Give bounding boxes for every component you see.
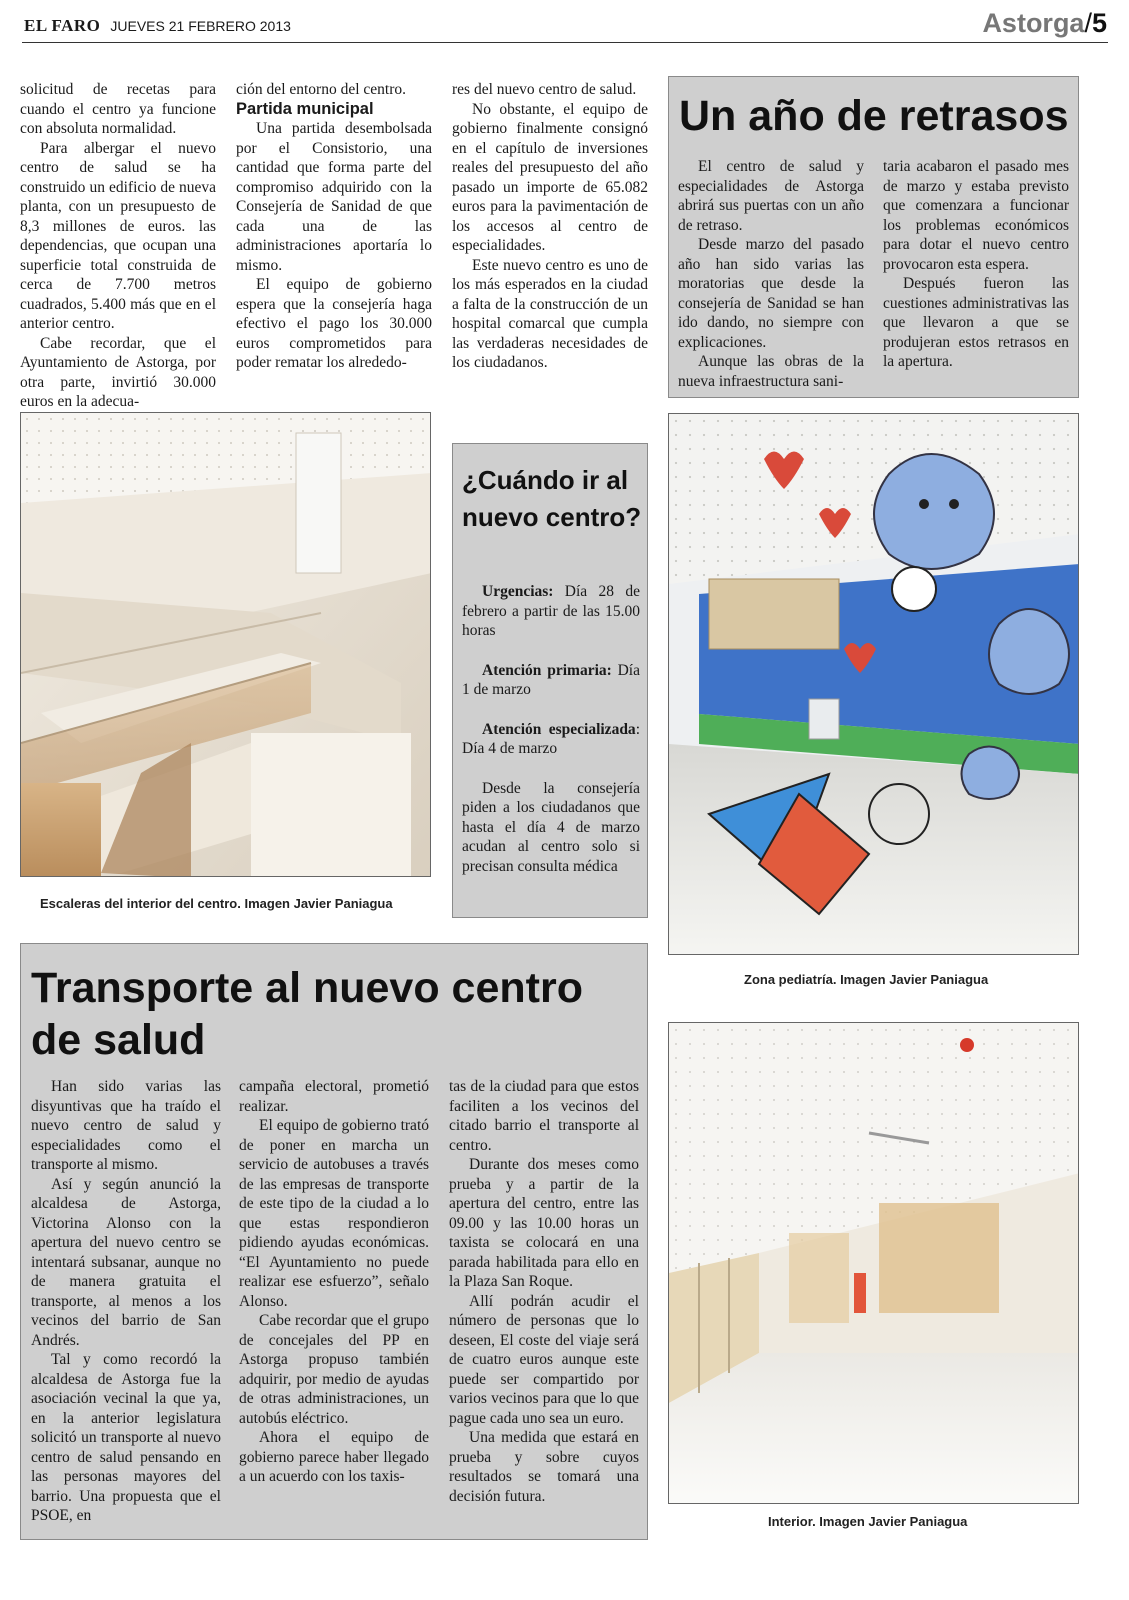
interior-photo xyxy=(668,1022,1079,1504)
urgencias-label: Urgencias: xyxy=(482,583,554,600)
paragraph: No obstante, el equipo de gobierno finalmente consignó en el capítulo de inversiones reales del presupuesto del año pasado un importe de 65.082 euros para la pavimentación de los accesos al centro de especialidades. xyxy=(452,100,648,254)
retrasos-col-2 xyxy=(883,157,1069,392)
paragraph: Así y según anunció la alcaldesa de Astorga, Victorina Alonso con la apertura del nuevo centro se intentará subsanar, aunque no de manera gratuita el transporte, al menos a los vecinos del barrio de San Andrés. xyxy=(31,1175,221,1349)
masthead xyxy=(24,16,291,36)
section-slash: / xyxy=(1084,8,1092,38)
interior-illustration xyxy=(669,1023,1079,1504)
stairs-illustration xyxy=(21,413,431,877)
stairs-photo xyxy=(20,412,431,877)
schedule-primaria xyxy=(462,661,640,700)
cuando-title: ¿Cuándo ir al nuevo centro? xyxy=(462,465,642,532)
urgencias-text: Día 28 de febrero a partir de las 15.00 horas xyxy=(462,583,640,639)
paragraph: El equipo de gobierno espera que la consejería haga efectivo el pago los 30.000 euros comprometidos para poder rematar los alrededo- xyxy=(236,276,432,371)
paragraph: El equipo de gobierno trató de poner en marcha un servicio de autobuses a través de las empresas de transporte de este tipo de la ciudad a lo que estas respondieron pidiendo ayudas económicas. “El Ayuntamiento no puede realizar ese esfuerzo”, señalo Alonso. xyxy=(239,1117,429,1310)
paragraph: Durante dos meses como prueba y a partir de la apertura del centro, entre las 09.00 y las 10.00 horas un taxista se colocará en una parada habilitada para ello en la Plaza San Roque. xyxy=(449,1156,639,1290)
section-page-tag xyxy=(982,8,1107,39)
top-article-col-3 xyxy=(452,80,648,415)
paragraph: res del nuevo centro de salud. xyxy=(452,81,637,98)
stairs-caption: Escaleras del interior del centro. Imagen Javier Paniagua xyxy=(40,896,393,911)
retrasos-title: Un año de retrasos xyxy=(679,92,1069,140)
transporte-box xyxy=(20,943,648,1540)
paragraph: Después fueron las cuestiones administrativas las que llevaron a que se produjeran estos retrasos en la apertura. xyxy=(883,275,1069,370)
paragraph: Han sido varias las disyuntivas que ha traído el nuevo centro de salud y especialidades como el transporte al mismo. xyxy=(31,1078,221,1173)
schedule-urgencias xyxy=(462,582,640,641)
primaria-text: Día 1 de marzo xyxy=(462,661,640,698)
retrasos-col-1 xyxy=(678,157,864,392)
paragraph: solicitud de recetas para cuando el centro ya funcione con absoluta normalidad. xyxy=(20,81,216,137)
paragraph: Cabe recordar, que el Ayuntamiento de Astorga, por otra parte, invirtió 30.000 euros en la adecua- xyxy=(20,334,216,410)
paragraph: tas de la ciudad para que estos faciliten a los vecinos del citado barrio el transporte al centro. xyxy=(449,1078,639,1154)
paragraph: Este nuevo centro es uno de los más esperados en la ciudad a falta de la construcción de un hospital comarcal que cumpla las verdaderas necesidades de los ciudadanos. xyxy=(452,256,648,371)
paragraph: Cabe recordar que el grupo de concejales del PP en Astorga propuso también adquirir, por medio de ayudas de otras administraciones, un autobús eléctrico. xyxy=(239,1312,429,1427)
paragraph: Aunque las obras de la nueva infraestructura sani- xyxy=(678,353,864,390)
paragraph: Allí podrán acudir el número de personas que lo deseen, El coste del viaje será de cuatro euros aunque este puede ser compartido por varios vecinos para que lo que pague cada uno sea un euro. xyxy=(449,1292,639,1427)
paragraph: Una medida que estará en prueba y sobre cuyos resultados se tomará una decisión futura. xyxy=(449,1429,639,1505)
transporte-col-3 xyxy=(449,1077,639,1537)
paragraph: Una partida desembolsada por el Consistorio, una cantidad que forma parte del compromiso adquirido con la Consejería de Sanidad de que cada una de las administraciones aportaría lo mismo. xyxy=(236,120,432,274)
header-rule xyxy=(22,42,1108,43)
especializada-text: : Día 4 de marzo xyxy=(462,720,640,757)
transporte-col-1 xyxy=(31,1077,221,1537)
paragraph: Para albergar el nuevo centro de salud se ha construido un edificio de nueva planta, con un presupuesto de 8,3 millones de euros. las dependencias, que ocupan una superficie total construida de cerca de 7.700 metros cuadrados, 5.400 más que en el anterior centro. xyxy=(20,139,216,332)
top-article-col-1 xyxy=(20,80,216,415)
cuando-body xyxy=(462,582,640,912)
transporte-col-2 xyxy=(239,1077,429,1537)
subheading: Partida municipal xyxy=(236,99,374,118)
paragraph: Ahora el equipo de gobierno parece haber llegado a un acuerdo con los taxis- xyxy=(239,1429,429,1485)
transporte-title: Transporte al nuevo centro de salud xyxy=(31,964,583,1064)
paragraph: taria acabaron el pasado mes de marzo y estaba previsto que comenzara a funcionar los problemas económicos para dotar el nuevo centro provocaron esta espera. xyxy=(883,158,1069,273)
page-number: 5 xyxy=(1091,8,1107,38)
schedule-especializada xyxy=(462,720,640,759)
paragraph: Desde marzo del pasado año han sido varias las moratorias que desde la consejería de Sanidad se han ido dando, no siempre con explicaciones. xyxy=(678,236,864,351)
pediatria-illustration xyxy=(669,414,1079,955)
pediatria-photo xyxy=(668,413,1079,955)
paragraph: ción del entorno del centro. xyxy=(236,81,407,98)
issue-date: JUEVES 21 FEBRERO 2013 xyxy=(110,18,291,34)
retrasos-box xyxy=(668,76,1079,398)
interior-caption: Interior. Imagen Javier Paniagua xyxy=(768,1514,968,1529)
paragraph: El centro de salud y especialidades de Astorga abrirá sus puertas con un año de retraso. xyxy=(678,158,864,234)
cuando-note: Desde la consejería piden a los ciudadanos que hasta el día 4 de marzo acudan al centro solo si precisan consulta médica xyxy=(462,779,640,875)
cuando-box xyxy=(452,443,648,918)
section-name: Astorga xyxy=(982,8,1085,38)
primaria-label: Atención primaria: xyxy=(482,661,612,679)
paragraph: Tal y como recordó la alcaldesa de Astorga fue la asociación vecinal la que ya, en la anterior legislatura solicitó un transporte al nuevo centro de salud pensando en las personas mayores del barrio. Una propuesta que el PSOE, en xyxy=(31,1351,221,1524)
newspaper-name: EL FARO xyxy=(24,16,101,35)
pediatria-caption: Zona pediatría. Imagen Javier Paniagua xyxy=(744,972,989,987)
paragraph: campaña electoral, prometió realizar. xyxy=(239,1078,429,1115)
top-article-col-2 xyxy=(236,80,432,415)
especializada-label: Atención especializada xyxy=(482,720,636,738)
